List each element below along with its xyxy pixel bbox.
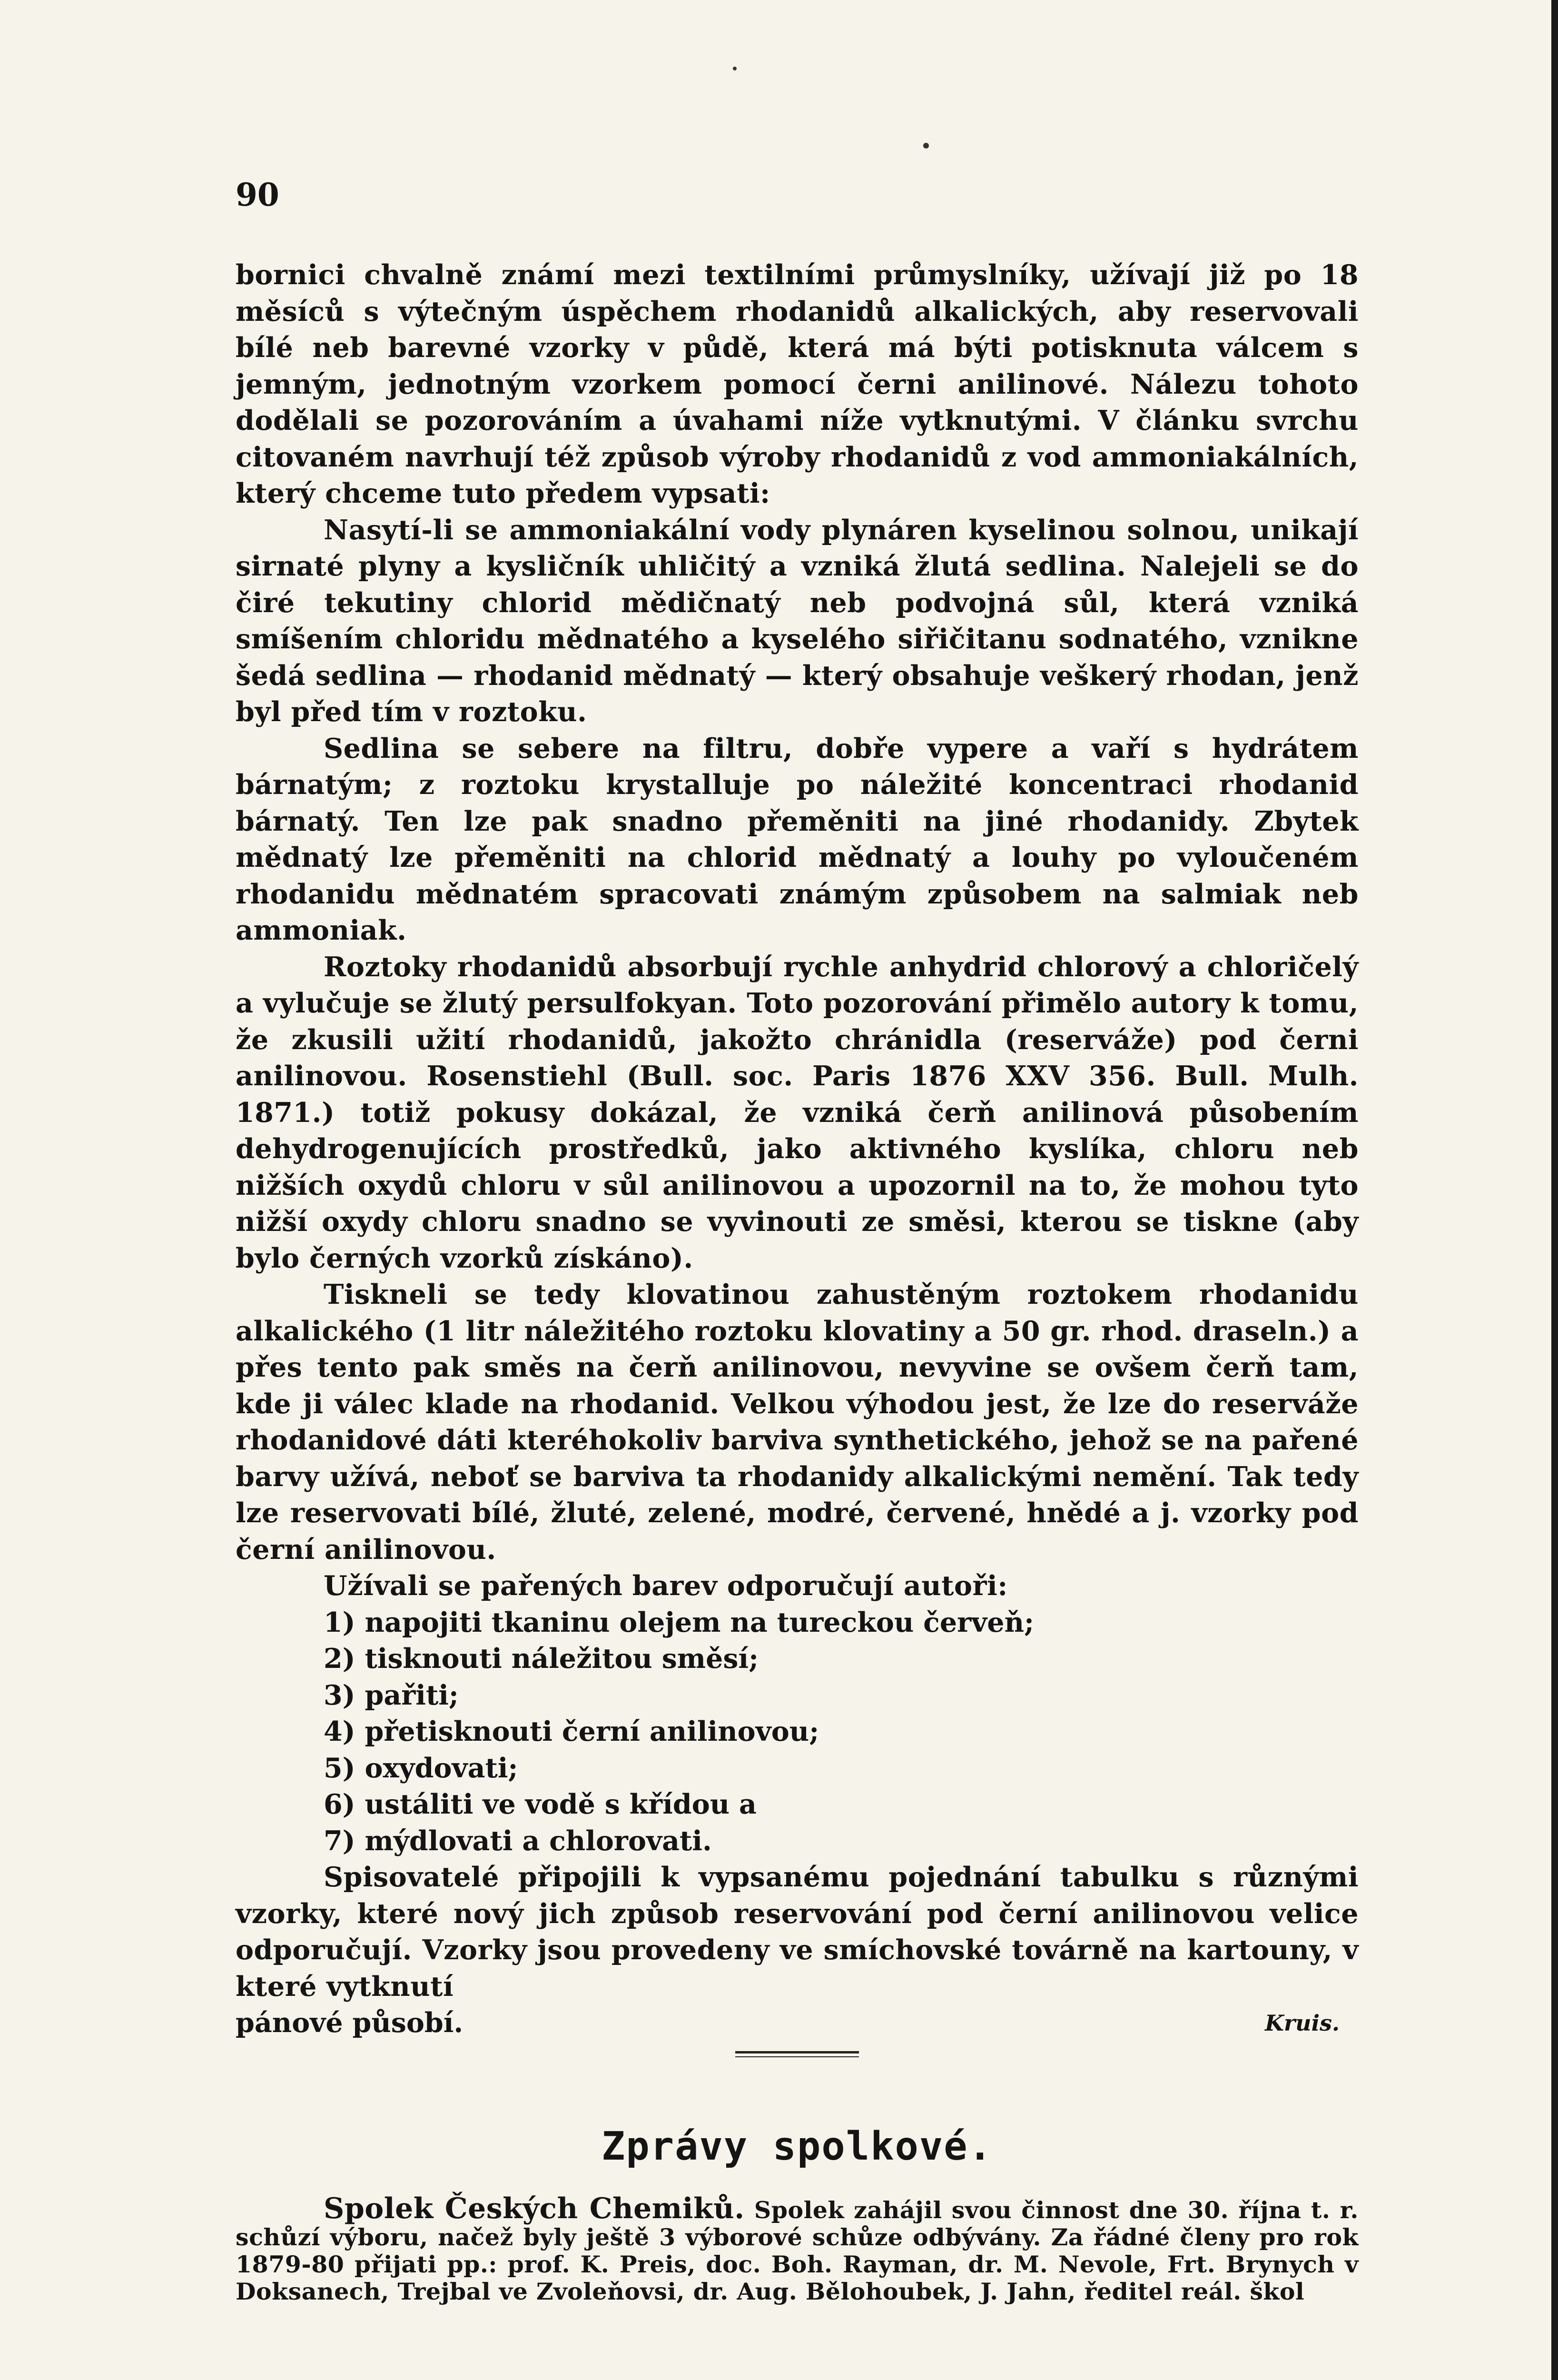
ink-speck [923,143,929,149]
paragraph: Roztoky rhodanidů absorbují rychle anhydrid chlorový a chloričelý a vylučuje se žlutý persulfokyan. Toto pozorování přimělo autory k tomu, že zkusili užití rhodanidů, jakožto chránidla (reserváže) pod černi anilinovou. Rosenstiehl (Bull. soc. Paris 1876 XXV 356. Bull. Mulh. 1871.) totiž pokusy dokázal, že vzniká čerň anilinová působením dehydrogenujících prostředků, jako aktivného kyslíka, chloru neb nižších oxydů chloru v sůl anilinovou a upozornil na to, že mohou tyto nižší oxydy chloru snadno se vyvinouti ze směsi, kterou se tiskne (aby bylo černých vzorků získáno). [236,951,1359,1274]
list-item: 7) mýdlovati a chlorovati. [324,1825,712,1857]
list-item: 2) tisknouti náležitou směsí; [324,1643,759,1675]
page-number: 90 [236,176,279,213]
article-column [236,257,1359,2305]
closing-last-line: pánové působí. [236,2007,463,2039]
signature-line [236,2005,1359,2042]
list-item: 1) napojiti tkaninu olejem na tureckou červeň; [324,1606,1035,1638]
list-item: 3) pařiti; [324,1679,459,1711]
section-title: Zprávy spolkové. [602,2123,993,2169]
list-item: 5) oxydovati; [324,1752,518,1784]
paragraph: Tiskneli se tedy klovatinou zahustěným roztokem rhodanidu alkalického (1 litr náležitého roztoku klovatiny a 50 gr. rhod. draseln.) a přes tento pak směs na čerň anilinovou, nevyvine se ovšem čerň tam, kde ji válec klade na rhodanid. Velkou výhodou jest, že lze do reserváže rhodanidové dáti kteréhokoliv barviva synthetického, jehož se na pařené barvy užívá, neboť se barviva ta rhodanidy alkalickými nemění. Tak tedy lze reservovati bílé, žluté, zelené, modré, červené, hnědé a j. vzorky pod černí anilinovou. [236,1279,1359,1566]
paragraph: Užívali se pařených barev odporučují autoři: [324,1570,1008,1602]
society-name: Spolek Českých Chemiků. [324,2192,745,2225]
page-edge-shadow [1551,0,1558,2380]
paragraph: bornici chvalně známí mezi textilními průmyslníky, užívají již po 18 měsíců s výtečným úspěchem rhodanidů alkalických, aby reservovali bílé neb barevné vzorky v půdě, která má býti potisknuta válcem s jemným, jednotným vzorkem pomocí černi anilinové. Nálezu tohoto dodělali se pozorováním a úvahami níže vytknutými. V článku svrchu citovaném navrhují též způsob výroby rhodanidů z vod ammoniakálních, který chceme tuto předem vypsati: [236,259,1359,509]
paragraph: Sedlina se sebere na filtru, dobře vypere a vaří s hydrátem bárnatým; z roztoku krystalluje po náležité koncentraci rhodanid bárnatý. Ten lze pak snadno přeměniti na jiné rhodanidy. Zbytek mědnatý lze přeměniti na chlorid mědnatý a louhy po vyloučeném rhodanidu mědnatém spracovati známým způsobem na salmiak neb ammoniak. [236,732,1359,946]
procedure-list [236,1605,1359,1860]
section-divider [236,2051,1359,2057]
list-item: 4) přetisknouti černí anilinovou; [324,1716,819,1747]
closing-paragraph: Spisovatelé připojili k vypsanému pojednání tabulku s různými vzorky, které nový jich způsob reservování pod černí anilinovou velice odporučují. Vzorky jsou provedeny ve smíchovské továrně na kartouny, v které vytknutí [236,1861,1359,2003]
society-report [236,2192,1359,2305]
ink-speck [733,67,737,70]
divider-rule [735,2051,859,2057]
society-report-text: Spolek zahájil svou činnost dne 30. října t. r. schůzí výboru, načež byly ještě 3 výborové schůze odbývány. Za řádné členy pro rok 1879-80 přijati pp.: prof. K. Preis, doc. Boh. Rayman, dr. M. Nevole, Frt. Brynych v Doksanech, Trejbal ve Zvoleňovsi, dr. Aug. Bělohoubek, J. Jahn, ředitel reál. škol [236,2196,1359,2305]
author-signature: Kruis. [1264,2010,1340,2036]
list-item: 6) ustáliti ve vodě s křídou a [324,1788,757,1820]
paragraph: Nasytí-li se ammoniakální vody plynáren kyselinou solnou, unikají sirnaté plyny a kysličník uhličitý a vzniká žlutá sedlina. Nalejeli se do čiré tekutiny chlorid mědičnatý neb podvojná sůl, která vzniká smíšením chloridu mědnatého a kyselého siřičitanu sodnatého, vznikne šedá sedlina — rhodanid mědnatý — který obsahuje veškerý rhodan, jenž byl před tím v roztoku. [236,514,1359,728]
